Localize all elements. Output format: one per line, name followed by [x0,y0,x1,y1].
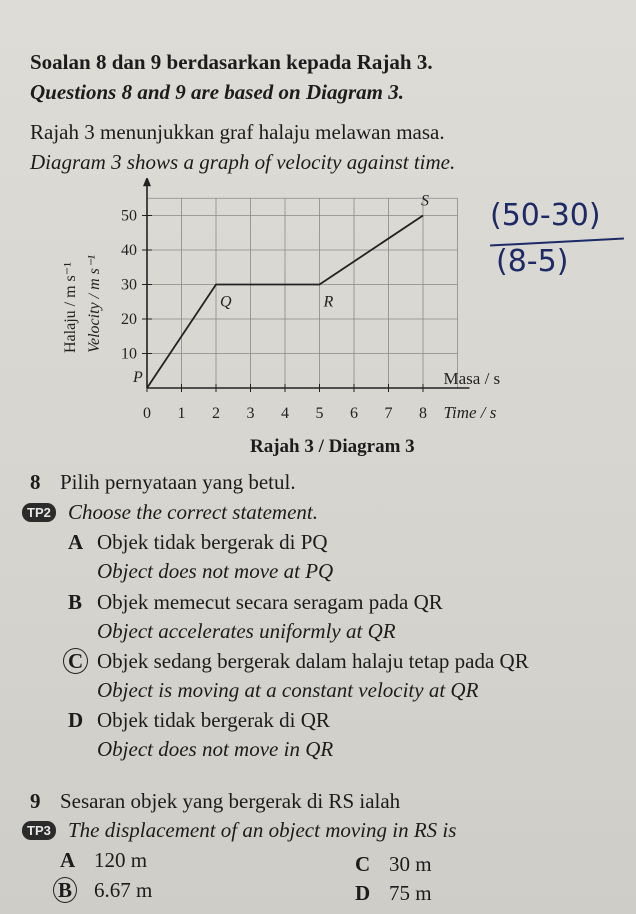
q8-option-b-english[interactable]: Object accelerates uniformly at QR [97,619,396,643]
q9-option-c-letter[interactable]: C [355,852,371,876]
q8-option-b-letter[interactable]: B [68,590,83,614]
q9-option-d-text[interactable]: 75 m [389,881,432,905]
tick-labels [121,208,427,423]
axes [143,178,470,388]
q8-option-c-malay[interactable]: Objek sedang bergerak dalam halaju tetap pada QR [97,649,529,673]
y-tick-label: 40 [121,242,137,259]
q8-option-c-circled-mark: C [63,648,88,674]
q9-option-a-text[interactable]: 120 m [94,848,148,872]
x-axis-label-english: Time / s [443,403,497,422]
q9-option-b-circled-mark: B [53,877,77,903]
point-label: R [323,293,334,311]
intro-english: Questions 8 and 9 are based on Diagram 3. [30,80,404,104]
question-9-prompt-english: The displacement of an object moving in RS is [68,818,457,842]
x-tick-label: 7 [384,405,393,422]
q8-option-b-malay[interactable]: Objek memecut secara seragam pada QR [97,590,443,614]
q9-option-b-text[interactable]: 6.67 m [94,878,153,902]
description-english: Diagram 3 shows a graph of velocity against time. [30,150,456,174]
point-labels [132,193,429,387]
q9-option-c-text[interactable]: 30 m [389,852,432,876]
y-tick-label: 30 [121,276,137,294]
q8-option-a-malay[interactable]: Objek tidak bergerak di PQ [97,530,328,554]
velocity-time-graph [55,178,555,458]
q9-option-a-letter[interactable]: A [60,848,76,872]
q9-option-b-letter[interactable] [58,878,77,903]
q8-option-d-letter[interactable]: D [68,708,84,732]
question-8-number: 8 [30,470,41,494]
q8-level-badge: TP2 [22,503,56,522]
q8-option-d-english[interactable]: Object does not move in QR [97,737,334,761]
point-label: Q [220,293,232,311]
q8-option-c-english[interactable]: Object is moving at a constant velocity at QR [97,678,479,702]
diagram-caption: Rajah 3 / Diagram 3 [250,436,415,457]
question-8-prompt-malay: Pilih pernyataan yang betul. [60,470,296,494]
q8-option-d-malay[interactable]: Objek tidak bergerak di QR [97,708,330,732]
grid-lines [147,198,458,388]
y-axis-label-english: Velocity / m s⁻¹ [86,254,103,353]
handwritten-numerator: (50-30) [490,198,601,233]
y-tick-label: 10 [121,345,137,363]
q9-option-d-letter[interactable]: D [355,881,371,905]
y-tick-label: 20 [121,311,137,328]
handwritten-denominator: (8-5) [496,244,569,279]
intro-malay: Soalan 8 dan 9 berdasarkan kepada Rajah 3. [30,50,433,74]
x-tick-label: 3 [246,405,255,422]
y-axis-arrowhead [143,178,151,186]
question-9-number: 9 [30,789,41,813]
y-axis-label-malay: Halaju / m s⁻¹ [62,261,79,353]
y-tick-label: 50 [121,207,137,225]
x-tick-label: 1 [177,405,186,422]
x-tick-label: 6 [350,405,358,422]
point-label: P [133,369,143,386]
q8-option-a-letter[interactable]: A [68,530,84,554]
x-tick-label: 8 [419,405,427,422]
x-tick-label: 5 [315,405,324,422]
x-tick-label: 0 [143,405,151,422]
q8-option-c-letter[interactable] [68,649,88,674]
x-tick-label: 2 [212,405,220,422]
question-9-prompt-malay: Sesaran objek yang bergerak di RS ialah [60,789,401,813]
graph-svg [55,178,555,458]
question-8-prompt-english: Choose the correct statement. [68,500,319,524]
point-label: S [421,192,429,210]
x-tick-label: 4 [281,405,289,422]
description-malay: Rajah 3 menunjukkan graf halaju melawan masa. [30,120,445,144]
q9-level-badge: TP3 [22,821,56,840]
q8-option-a-english[interactable]: Object does not move at PQ [97,559,334,583]
x-axis-label-malay: Masa / s [443,369,501,388]
